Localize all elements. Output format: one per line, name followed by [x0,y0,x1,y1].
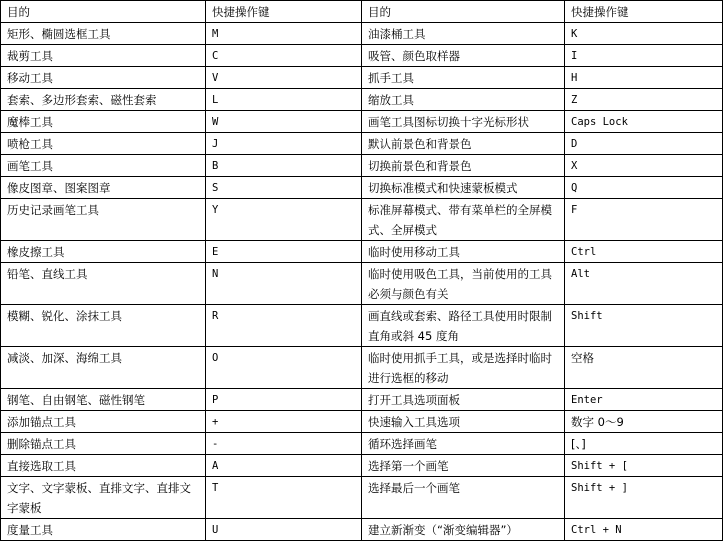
purpose-cell: 裁剪工具 [1,45,206,67]
table-row [1,155,723,177]
shortcut-cell: V [206,67,362,89]
shortcut-cell-2: X [565,155,723,177]
purpose-cell-2: 临时使用吸色工具，当前使用的工具必须与颜色有关 [362,263,565,305]
purpose-cell: 像皮图章、图案图章 [1,177,206,199]
purpose-cell: 喷枪工具 [1,133,206,155]
purpose-cell: 铅笔、直线工具 [1,263,206,305]
purpose-cell: 矩形、椭圆选框工具 [1,23,206,45]
shortcut-cell: B [206,155,362,177]
purpose-cell: 删除锚点工具 [1,433,206,455]
table-row [1,305,723,347]
table-row [1,89,723,111]
purpose-cell: 模糊、锐化、涂抹工具 [1,305,206,347]
shortcut-cell: T [206,477,362,519]
shortcut-cell-2: [、] [565,433,723,455]
shortcut-cell: R [206,305,362,347]
shortcut-cell: U [206,519,362,541]
purpose-cell: 移动工具 [1,67,206,89]
purpose-cell: 减淡、加深、海绵工具 [1,347,206,389]
table-row [1,519,723,541]
purpose-cell-2: 抓手工具 [362,67,565,89]
purpose-cell: 画笔工具 [1,155,206,177]
table-row [1,263,723,305]
shortcut-cell-2: Z [565,89,723,111]
table-row [1,177,723,199]
purpose-cell-2: 油漆桶工具 [362,23,565,45]
purpose-cell: 度量工具 [1,519,206,541]
purpose-cell: 历史记录画笔工具 [1,199,206,241]
shortcut-cell: S [206,177,362,199]
header-row [1,1,723,23]
shortcut-cell-2: D [565,133,723,155]
purpose-cell-2: 打开工具选项面板 [362,389,565,411]
purpose-cell-2: 吸管、颜色取样器 [362,45,565,67]
table-row [1,477,723,519]
purpose-cell-2: 画笔工具图标切换十字光标形状 [362,111,565,133]
shortcut-cell: O [206,347,362,389]
header-shortcut-2: 快捷操作键 [565,1,723,23]
shortcut-cell-2: Shift + ] [565,477,723,519]
shortcut-cell-2: Ctrl [565,241,723,263]
table-row [1,411,723,433]
shortcut-cell-2: F [565,199,723,241]
shortcut-cell-2: I [565,45,723,67]
purpose-cell-2: 标准屏幕模式、带有菜单栏的全屏模式、全屏模式 [362,199,565,241]
shortcut-cell-2: 数字 0～9 [565,411,723,433]
purpose-cell: 文字、文字蒙板、直排文字、直排文字蒙板 [1,477,206,519]
purpose-cell-2: 缩放工具 [362,89,565,111]
purpose-cell-2: 切换前景色和背景色 [362,155,565,177]
table-row [1,67,723,89]
shortcut-cell-2: H [565,67,723,89]
shortcut-cell: L [206,89,362,111]
purpose-cell-2: 临时使用移动工具 [362,241,565,263]
purpose-cell: 添加锚点工具 [1,411,206,433]
header-shortcut: 快捷操作键 [206,1,362,23]
table-row [1,111,723,133]
purpose-cell: 钢笔、自由钢笔、磁性钢笔 [1,389,206,411]
purpose-cell-2: 默认前景色和背景色 [362,133,565,155]
purpose-cell-2: 快速输入工具选项 [362,411,565,433]
shortcut-cell-2: Caps Lock [565,111,723,133]
shortcut-cell-2: K [565,23,723,45]
shortcut-cell-2: Shift [565,305,723,347]
header-purpose-2: 目的 [362,1,565,23]
table-row [1,455,723,477]
purpose-cell-2: 切换标准模式和快速蒙板模式 [362,177,565,199]
shortcut-cell: Y [206,199,362,241]
purpose-cell: 直接选取工具 [1,455,206,477]
shortcut-cell-2: Q [565,177,723,199]
shortcut-cell-2: 空格 [565,347,723,389]
table-row [1,23,723,45]
purpose-cell: 魔棒工具 [1,111,206,133]
purpose-cell: 橡皮擦工具 [1,241,206,263]
table-row [1,241,723,263]
purpose-cell-2: 循环选择画笔 [362,433,565,455]
purpose-cell-2: 画直线或套索、路径工具使用时限制直角或斜 45 度角 [362,305,565,347]
table-row [1,389,723,411]
header-purpose: 目的 [1,1,206,23]
shortcut-cell: M [206,23,362,45]
purpose-cell-2: 建立新渐变（“渐变编辑器”） [362,519,565,541]
shortcut-cell: E [206,241,362,263]
table-row [1,347,723,389]
shortcut-cell-2: Ctrl + N [565,519,723,541]
purpose-cell-2: 选择第一个画笔 [362,455,565,477]
shortcut-cell: P [206,389,362,411]
shortcut-cell-2: Alt [565,263,723,305]
shortcut-cell: A [206,455,362,477]
table-row [1,199,723,241]
table-row [1,433,723,455]
purpose-cell-2: 选择最后一个画笔 [362,477,565,519]
table-row [1,45,723,67]
purpose-cell: 套索、多边形套索、磁性套索 [1,89,206,111]
shortcut-cell: + [206,411,362,433]
shortcut-cell: N [206,263,362,305]
purpose-cell-2: 临时使用抓手工具，或是选择时临时进行选框的移动 [362,347,565,389]
shortcut-cell: J [206,133,362,155]
shortcut-cell: C [206,45,362,67]
table-row [1,133,723,155]
shortcut-cell-2: Shift + [ [565,455,723,477]
shortcut-cell: W [206,111,362,133]
shortcut-cell: - [206,433,362,455]
shortcut-cell-2: Enter [565,389,723,411]
shortcut-table-body [1,1,723,541]
